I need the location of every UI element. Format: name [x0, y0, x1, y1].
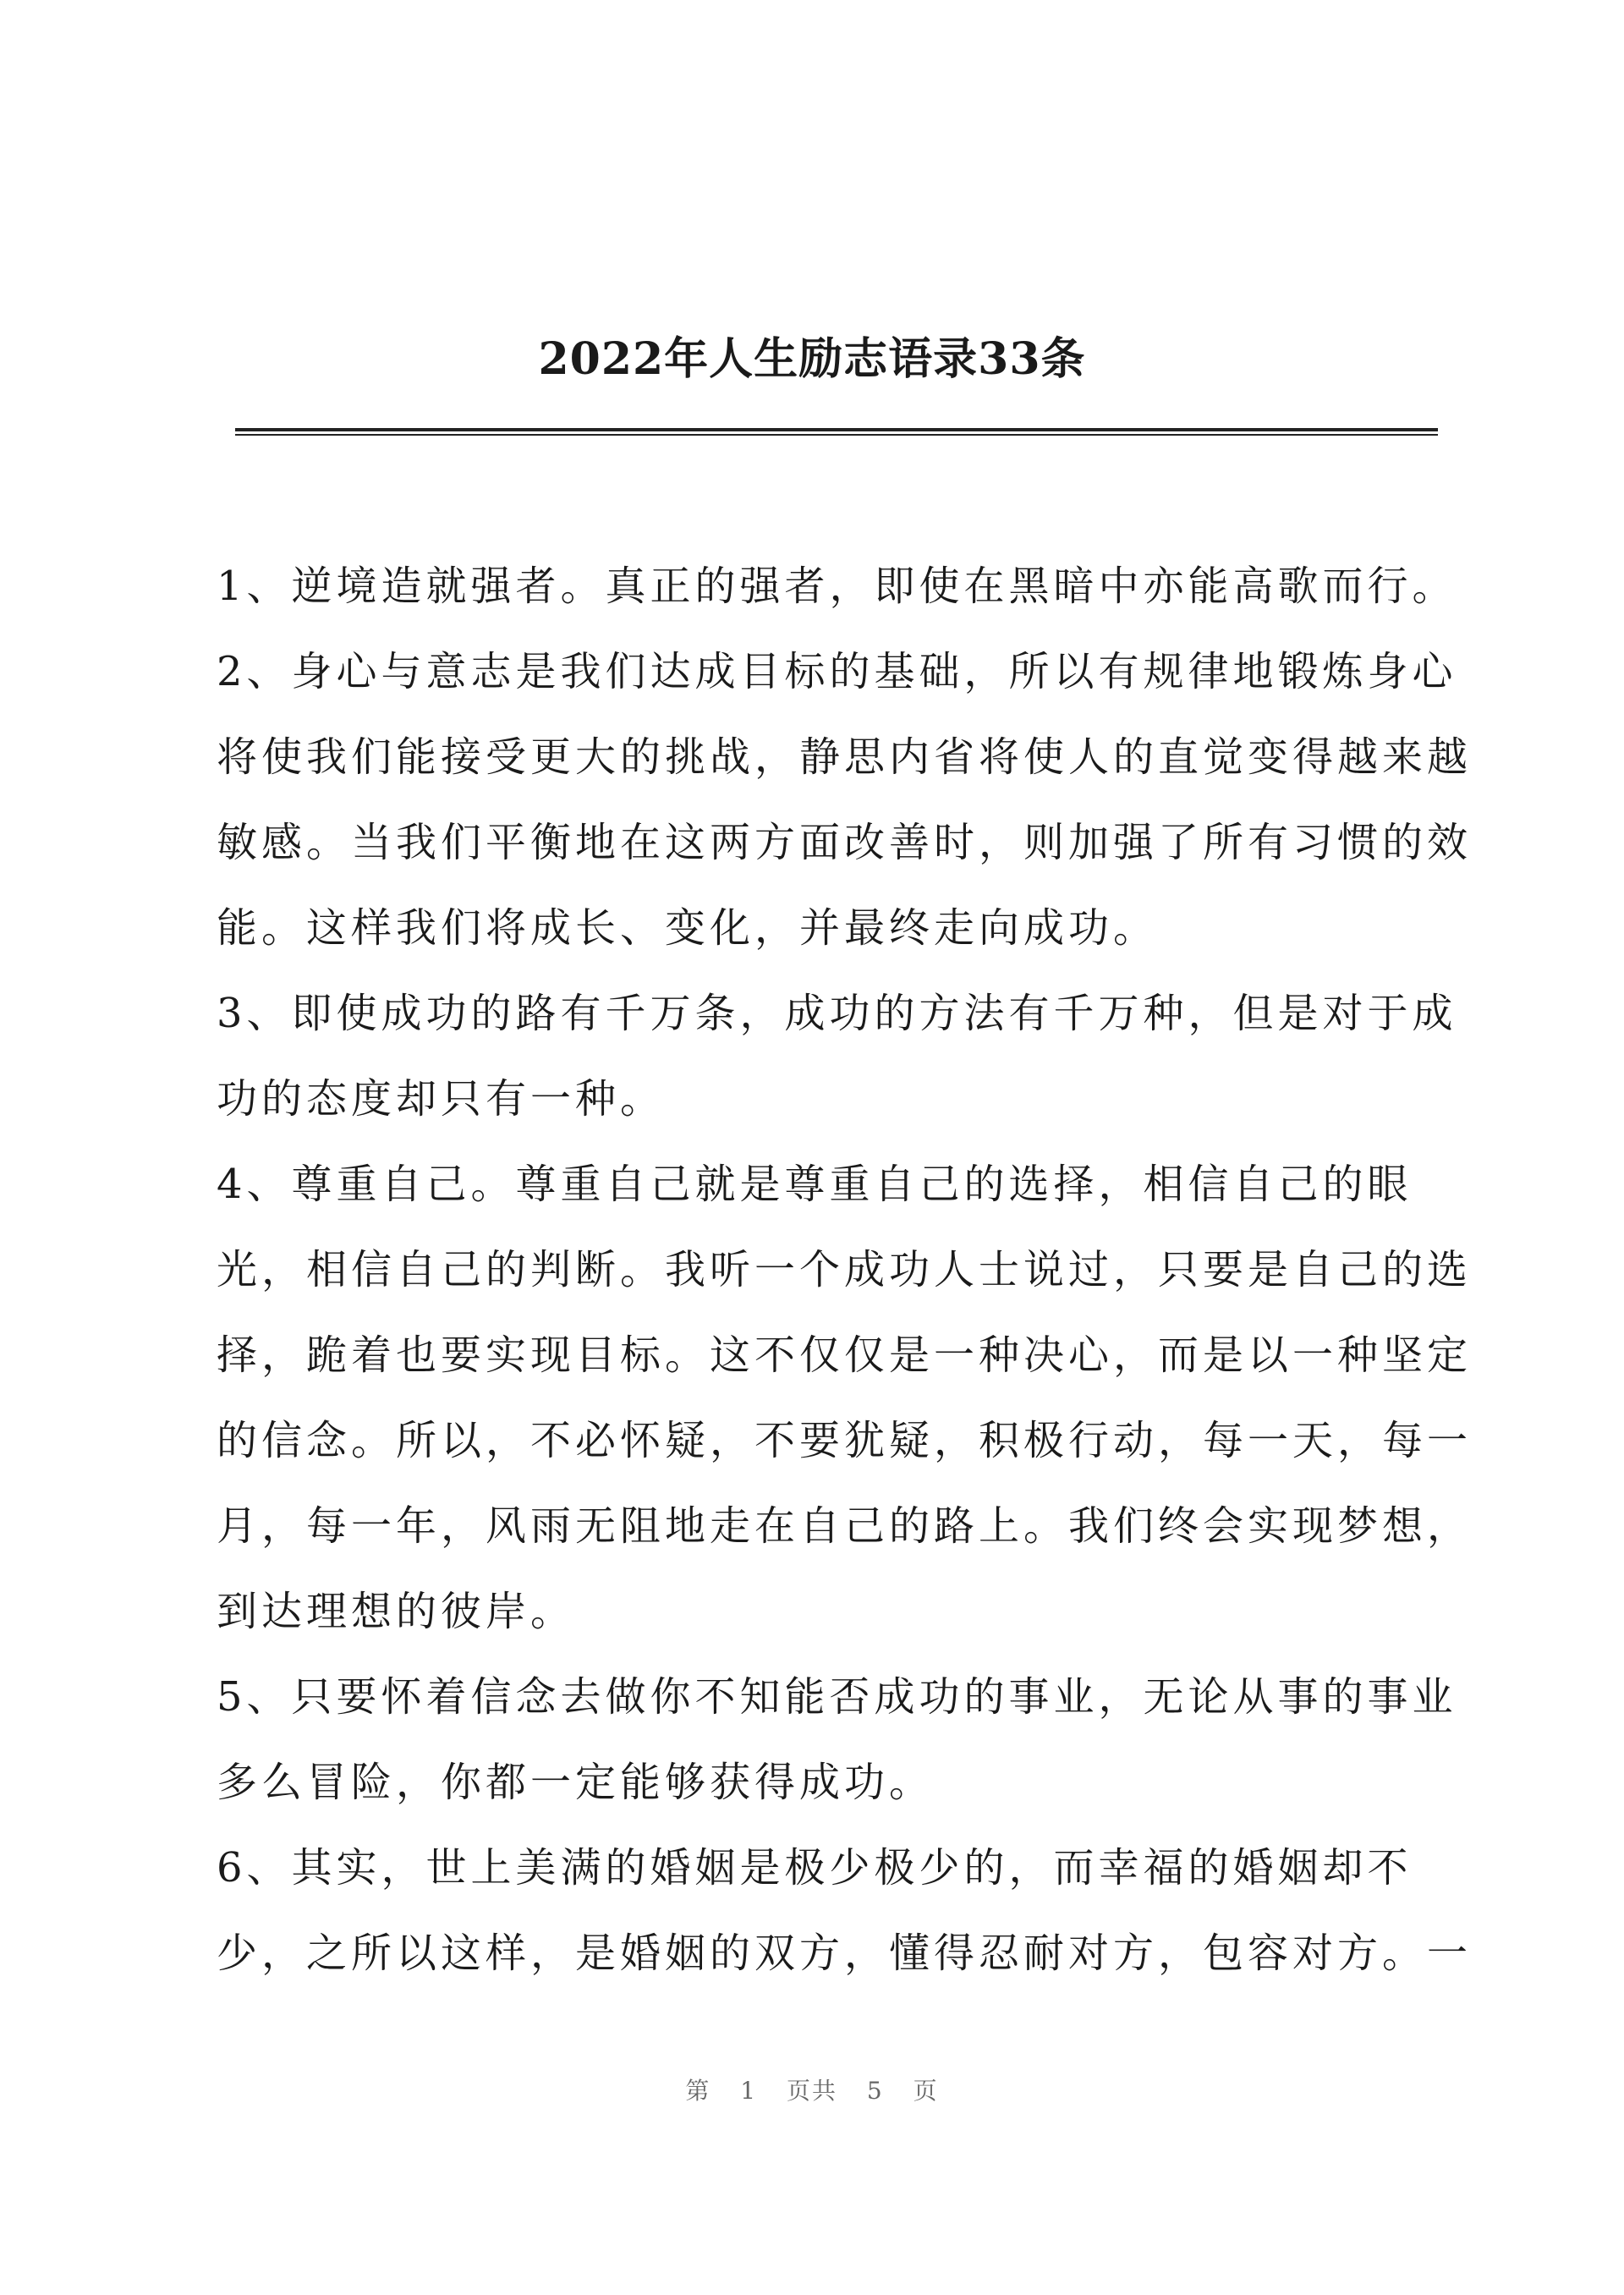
title-divider [235, 428, 1438, 436]
text-line: 1、逆境造就强者。真正的强者，即使在黑暗中亦能高歌而行。 [217, 563, 1457, 610]
text-line: 将使我们能接受更大的挑战，静思内省将使人的直觉变得越来越 [217, 733, 1473, 781]
footer-total-pages: 5 [866, 2077, 884, 2105]
footer-middle: 页共 [786, 2077, 837, 2105]
text-line: 月，每一年，风雨无阻地走在自己的路上。我们终会实现梦想， [217, 1502, 1473, 1550]
text-line: 5、只要怀着信念去做你不知能否成功的事业，无论从事的事业 [217, 1673, 1457, 1721]
text-line: 敏感。当我们平衡地在这两方面改善时，则加强了所有习惯的效 [217, 819, 1473, 866]
footer-suffix: 页 [913, 2077, 939, 2105]
text-line: 能。这样我们将成长、变化，并最终走向成功。 [217, 904, 1159, 952]
text-line: 的信念。所以，不必怀疑，不要犹疑，积极行动，每一天，每一 [217, 1417, 1473, 1464]
text-line: 光，相信自己的判断。我听一个成功人士说过，只要是自己的选 [217, 1246, 1473, 1293]
text-line: 4、尊重自己。尊重自己就是尊重自己的选择，相信自己的眼 [217, 1161, 1413, 1208]
text-line: 多么冒险，你都一定能够获得成功。 [217, 1759, 935, 1806]
footer-current-page: 1 [740, 2077, 758, 2105]
text-line: 2、身心与意志是我们达成目标的基础，所以有规律地锻炼身心 [217, 648, 1457, 695]
text-line: 6、其实，世上美满的婚姻是极少极少的，而幸福的婚姻却不 [217, 1844, 1413, 1891]
text-line: 3、即使成功的路有千万条，成功的方法有千万种，但是对于成 [217, 990, 1457, 1037]
footer-prefix: 第 [685, 2077, 711, 2105]
page-footer [0, 2073, 1624, 2106]
text-line: 少，之所以这样，是婚姻的双方，懂得忍耐对方，包容对方。一 [217, 1930, 1473, 1977]
text-line: 到达理想的彼岸。 [217, 1588, 576, 1635]
divider-thin-line [235, 434, 1438, 436]
text-line: 功的态度却只有一种。 [217, 1075, 666, 1123]
text-line: 择，跪着也要实现目标。这不仅仅是一种决心，而是以一种坚定 [217, 1331, 1473, 1379]
document-body [217, 544, 1473, 1996]
document-title: 2022年人生励志语录33条 [538, 333, 1086, 385]
divider-thick-line [235, 428, 1438, 431]
